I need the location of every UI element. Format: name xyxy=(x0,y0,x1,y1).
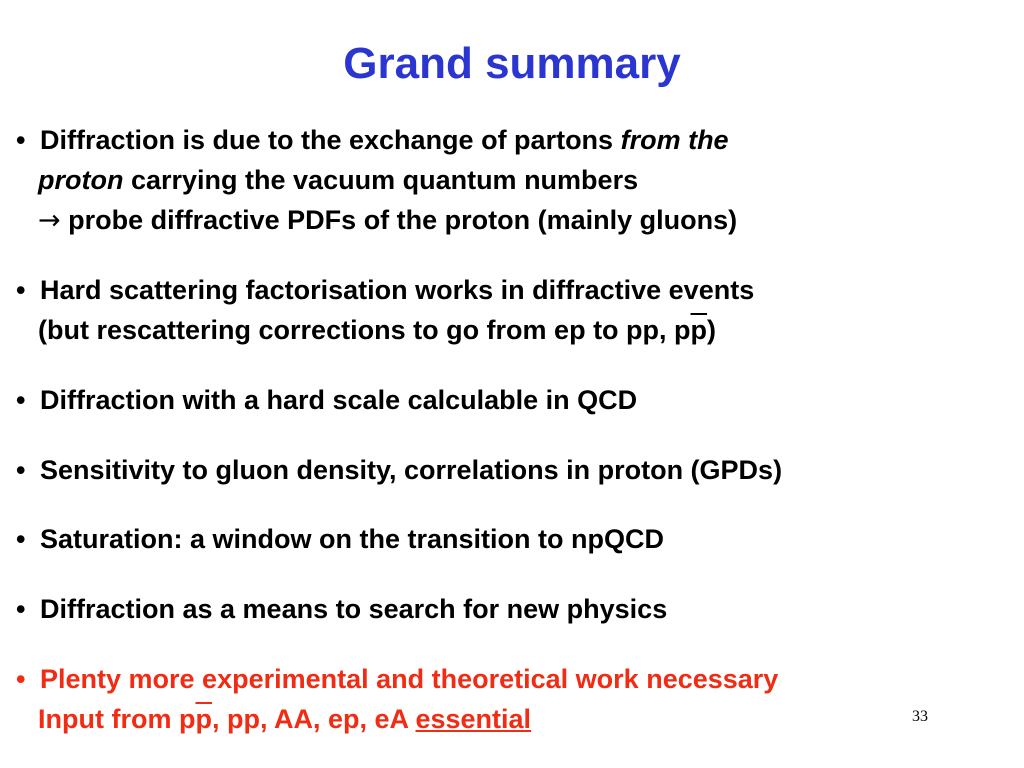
bullet-text: Diffraction as a means to search for new physics xyxy=(40,594,668,624)
bullet-dot: • xyxy=(16,524,26,554)
bullet-line xyxy=(16,270,1016,310)
bullet-dot: • xyxy=(16,275,26,305)
bullet-text: probe diffractive PDFs of the proton (mainly gluons) xyxy=(60,205,738,235)
bullet-text: Plenty more experimental and theoretical work necessary xyxy=(40,664,779,694)
right-arrow-icon: → xyxy=(38,205,61,236)
bullet-text: (but rescattering corrections to go from ep to pp, p xyxy=(38,315,691,345)
bullet-line xyxy=(16,519,1016,559)
bullet-text: ) xyxy=(707,315,717,345)
bullet-text-italic: proton xyxy=(38,165,124,195)
bullet-line xyxy=(16,659,1016,699)
bullet-line xyxy=(16,380,1016,420)
bullet-line xyxy=(16,450,1016,490)
bullet-text: Saturation: a window on the transition to npQCD xyxy=(40,524,664,554)
bullet-dot: • xyxy=(16,594,26,624)
bullet-dot: • xyxy=(16,385,26,415)
antiproton-symbol: $\overline{p}$ xyxy=(195,704,212,734)
bullet-text: carrying the vacuum quantum numbers xyxy=(123,165,639,195)
bullet-saturation xyxy=(16,519,1016,559)
bullet-line xyxy=(16,120,1016,160)
bullet-text: Hard scattering factorisation works in diffractive events xyxy=(40,275,755,305)
page-number: 33 xyxy=(912,708,928,725)
bullet-line xyxy=(16,589,1016,629)
bullet-text: , pp, AA, ep, eA xyxy=(211,704,416,734)
bullet-text-italic: from the xyxy=(620,125,729,155)
slide-title: Grand summary xyxy=(343,39,681,88)
bullet-diffraction-partons xyxy=(16,120,1016,240)
bullet-dot: • xyxy=(16,664,26,694)
bullet-line xyxy=(16,699,1016,739)
bullet-text: Diffraction is due to the exchange of partons xyxy=(40,125,621,155)
bullet-hard-scale-qcd xyxy=(16,380,1016,420)
bullet-text: Sensitivity to gluon density, correlations in proton (GPDs) xyxy=(40,455,783,485)
bullet-new-physics xyxy=(16,589,1016,629)
bullet-gluon-density xyxy=(16,450,1016,490)
essential-emphasis: essential xyxy=(415,704,532,734)
bullet-dot: • xyxy=(16,125,26,155)
bullet-line xyxy=(16,310,1016,350)
bullet-text: Diffraction with a hard scale calculable in QCD xyxy=(40,385,638,415)
bullet-more-work xyxy=(16,659,1016,739)
antiproton-symbol: $\overline{p}$ xyxy=(690,315,708,345)
bullet-dot: • xyxy=(16,455,26,485)
bullet-text: Input from p xyxy=(38,704,196,734)
bullet-hard-scattering xyxy=(16,270,1016,350)
bullet-line xyxy=(16,160,1016,200)
bullet-line xyxy=(16,200,1016,240)
